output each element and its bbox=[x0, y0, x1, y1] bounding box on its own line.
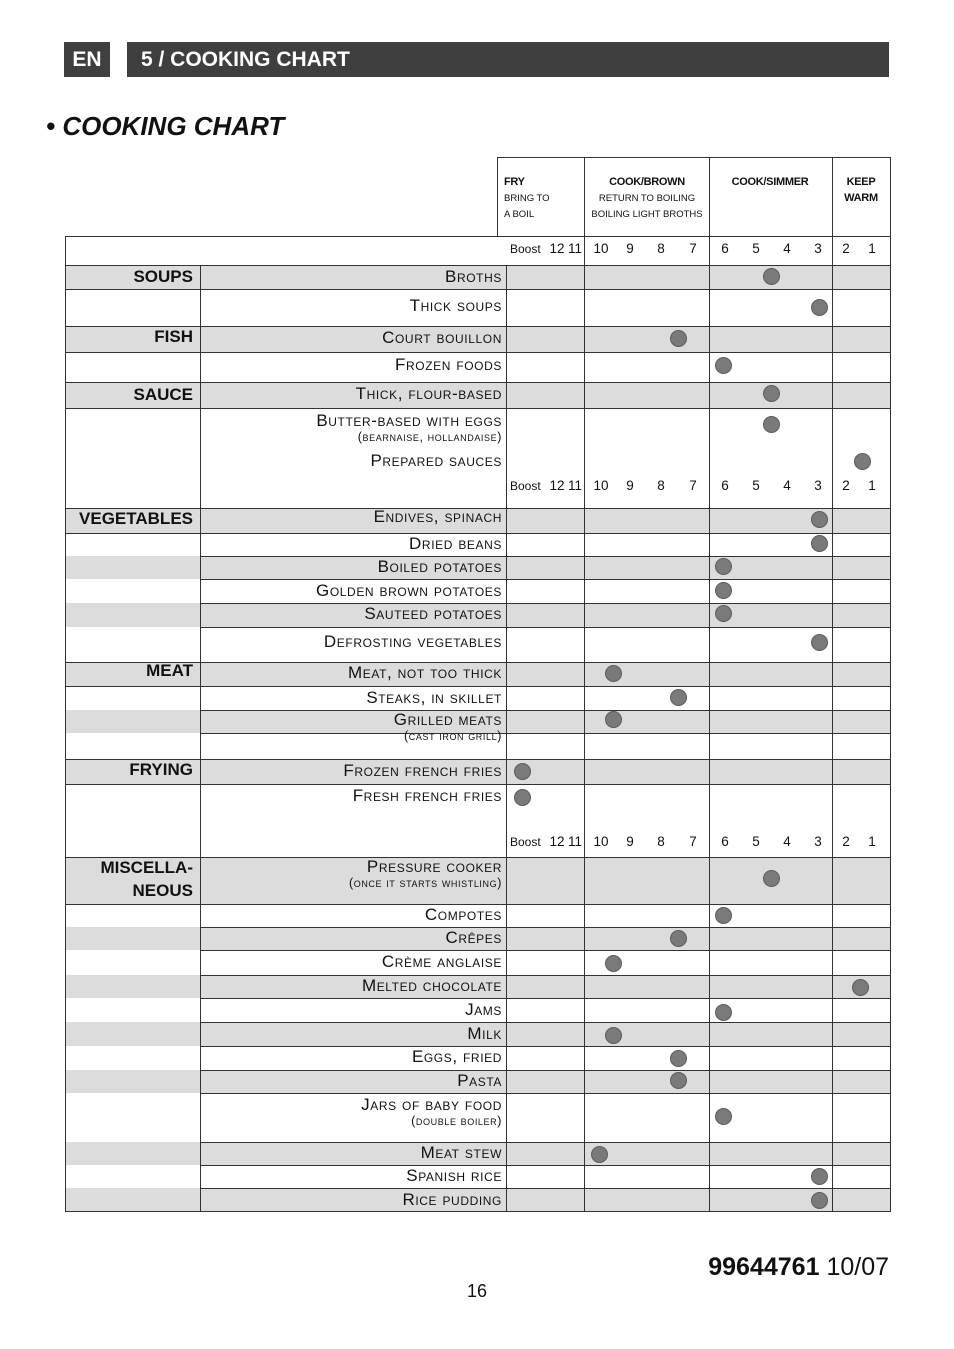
setting-dot bbox=[715, 357, 732, 374]
scale-label-mid2: 9 bbox=[626, 834, 634, 849]
scale-boost-mid2: Boost bbox=[510, 835, 541, 849]
scale-label-top: 6 bbox=[721, 241, 729, 256]
scale-label-top: 8 bbox=[657, 241, 665, 256]
food-item: Defrosting vegetables bbox=[323, 632, 502, 651]
food-item: Spanish rice bbox=[406, 1166, 502, 1185]
setting-dot bbox=[811, 511, 828, 528]
food-item: Melted chocolate bbox=[361, 976, 502, 995]
scale-label-mid2: 1 bbox=[868, 834, 876, 849]
grid-line bbox=[200, 733, 891, 734]
scale-label-top: 7 bbox=[689, 241, 697, 256]
grid-line bbox=[200, 1165, 891, 1166]
setting-dot bbox=[811, 299, 828, 316]
setting-dot bbox=[670, 930, 687, 947]
setting-dot bbox=[605, 711, 622, 728]
category-label: VEGETABLES bbox=[79, 509, 193, 528]
grid-line bbox=[200, 533, 891, 534]
grid-line bbox=[65, 533, 201, 534]
grid-line bbox=[200, 408, 891, 409]
setting-dot bbox=[715, 907, 732, 924]
grid-line bbox=[200, 1188, 891, 1189]
grid-line bbox=[200, 710, 891, 711]
scale-label-mid1: 11 bbox=[567, 478, 583, 493]
grid-line bbox=[497, 157, 498, 237]
scale-label-mid2: 8 bbox=[657, 834, 665, 849]
setting-dot bbox=[763, 870, 780, 887]
scale-label-mid1: 6 bbox=[721, 478, 729, 493]
scale-label-mid1: 12 bbox=[549, 478, 565, 493]
setting-dot bbox=[811, 1192, 828, 1209]
food-item: Frozen french fries bbox=[343, 761, 502, 780]
setting-dot bbox=[763, 385, 780, 402]
setting-dot bbox=[715, 582, 732, 599]
scale-boost-top: Boost bbox=[510, 242, 541, 256]
grid-line bbox=[200, 603, 891, 604]
grid-line bbox=[65, 686, 201, 687]
grid-line bbox=[584, 157, 585, 1212]
column-title: COOK/BROWN bbox=[609, 176, 685, 188]
grid-line bbox=[200, 1046, 891, 1047]
food-item: Pasta bbox=[457, 1071, 502, 1090]
setting-dot bbox=[811, 1168, 828, 1185]
grid-line bbox=[200, 1070, 891, 1071]
grid-line bbox=[832, 157, 833, 1212]
grid-line bbox=[65, 236, 891, 237]
category-label: FRYING bbox=[129, 760, 193, 779]
scale-label-mid2: 7 bbox=[689, 834, 697, 849]
category-label: SOUPS bbox=[133, 267, 193, 286]
grid-line bbox=[65, 408, 201, 409]
grid-line bbox=[65, 352, 201, 353]
document-code: 99644761 bbox=[708, 1253, 820, 1281]
setting-dot bbox=[811, 535, 828, 552]
column-subtitle: RETURN TO BOILING bbox=[598, 193, 696, 204]
setting-dot bbox=[852, 979, 869, 996]
grid-line bbox=[65, 784, 201, 785]
scale-label-top: 2 bbox=[842, 241, 850, 256]
column-title: KEEP bbox=[846, 176, 876, 188]
setting-dot bbox=[605, 1027, 622, 1044]
food-item: Meat stew bbox=[420, 1143, 502, 1162]
scale-label-mid1: 9 bbox=[626, 478, 634, 493]
food-item: Pressure cooker bbox=[366, 857, 502, 876]
section-header: 5 / COOKING CHART bbox=[127, 42, 889, 77]
food-item-note: (double boiler) bbox=[411, 1114, 502, 1128]
food-item: Crème anglaise bbox=[381, 952, 502, 971]
scale-label-top: 1 bbox=[868, 241, 876, 256]
grid-line bbox=[200, 1142, 891, 1143]
setting-dot bbox=[715, 1004, 732, 1021]
scale-label-top: 5 bbox=[752, 241, 760, 256]
food-item: Rice pudding bbox=[402, 1190, 502, 1209]
food-item: Broths bbox=[445, 267, 502, 286]
scale-label-top: 3 bbox=[814, 241, 822, 256]
setting-dot bbox=[763, 268, 780, 285]
setting-dot bbox=[605, 955, 622, 972]
setting-dot bbox=[854, 453, 871, 470]
grid-line bbox=[890, 157, 891, 1212]
scale-label-mid1: 1 bbox=[868, 478, 876, 493]
scale-label-mid1: 10 bbox=[593, 478, 609, 493]
food-item: Milk bbox=[467, 1024, 502, 1043]
column-subtitle: WARM bbox=[844, 192, 878, 204]
grid-line bbox=[200, 556, 891, 557]
column-subtitle: BRING TO bbox=[504, 193, 550, 204]
food-item: Grilled meats bbox=[393, 710, 502, 729]
grid-line bbox=[200, 975, 891, 976]
category-label: FISH bbox=[154, 327, 193, 346]
scale-label-mid1: 7 bbox=[689, 478, 697, 493]
food-item: Dried beans bbox=[409, 534, 502, 553]
setting-dot bbox=[591, 1146, 608, 1163]
grid-line bbox=[200, 927, 891, 928]
food-item-note: (once it starts whistling) bbox=[348, 876, 502, 890]
setting-dot bbox=[670, 1072, 687, 1089]
grid-line bbox=[65, 289, 891, 290]
column-subtitle: A BOIL bbox=[504, 209, 535, 220]
grid-line bbox=[200, 1093, 891, 1094]
food-item: Court bouillon bbox=[382, 328, 502, 347]
grid-line bbox=[200, 998, 891, 999]
food-item: Thick, flour-based bbox=[355, 384, 502, 403]
grid-line bbox=[200, 784, 891, 785]
scale-label-mid2: 4 bbox=[783, 834, 791, 849]
food-item: Endives, spinach bbox=[373, 507, 502, 526]
page-number: 16 bbox=[466, 1281, 488, 1301]
setting-dot bbox=[763, 416, 780, 433]
food-item: Compotes bbox=[424, 905, 502, 924]
grid-line bbox=[709, 157, 710, 1212]
scale-label-mid2: 5 bbox=[752, 834, 760, 849]
scale-label-mid2: 11 bbox=[567, 834, 583, 849]
food-item: Jams bbox=[465, 1000, 502, 1019]
column-subtitle: BOILING LIGHT BROTHS bbox=[591, 209, 703, 220]
scale-label-top: 9 bbox=[626, 241, 634, 256]
food-item: Steaks, in skillet bbox=[366, 688, 502, 707]
food-item-note: (cast iron grill) bbox=[404, 729, 502, 743]
food-item: Prepared sauces bbox=[370, 451, 502, 470]
grid-line bbox=[200, 352, 891, 353]
food-item: Meat, not too thick bbox=[347, 663, 502, 682]
food-item: Sauteed potatoes bbox=[364, 604, 502, 623]
food-item: Jars of baby food bbox=[361, 1095, 502, 1114]
scale-label-mid1: 2 bbox=[842, 478, 850, 493]
setting-dot bbox=[715, 605, 732, 622]
grid-line bbox=[200, 627, 891, 628]
food-item-note: (bearnaise, hollandaise) bbox=[357, 430, 502, 444]
food-item: Boiled potatoes bbox=[377, 557, 502, 576]
category-label: MISCELLA- bbox=[100, 858, 193, 877]
scale-label-top: 11 bbox=[567, 241, 583, 256]
scale-label-mid1: 8 bbox=[657, 478, 665, 493]
setting-dot bbox=[715, 1108, 732, 1125]
column-title: COOK/SIMMER bbox=[731, 176, 809, 188]
language-badge: EN bbox=[64, 42, 110, 77]
food-item: Crêpes bbox=[445, 928, 502, 947]
scale-label-top: 12 bbox=[549, 241, 565, 256]
scale-label-mid2: 2 bbox=[842, 834, 850, 849]
food-item: Frozen foods bbox=[395, 355, 502, 374]
setting-dot bbox=[605, 665, 622, 682]
column-title: FRY bbox=[504, 176, 525, 188]
scale-label-mid2: 6 bbox=[721, 834, 729, 849]
category-label: SAUCE bbox=[133, 385, 193, 404]
food-item: Thick soups bbox=[409, 296, 502, 315]
food-item: Butter-based with eggs bbox=[316, 411, 502, 430]
food-item: Eggs, fried bbox=[411, 1047, 502, 1066]
grid-line bbox=[200, 950, 891, 951]
category-label: MEAT bbox=[146, 661, 193, 680]
category-label: NEOUS bbox=[132, 881, 193, 900]
setting-dot bbox=[670, 689, 687, 706]
scale-label-mid2: 10 bbox=[593, 834, 609, 849]
document-reference bbox=[708, 1253, 889, 1282]
grid-line bbox=[65, 1211, 891, 1212]
food-item: Fresh french fries bbox=[352, 786, 502, 805]
page-title: • COOKING CHART bbox=[46, 111, 285, 141]
setting-dot bbox=[811, 634, 828, 651]
food-item: Golden brown potatoes bbox=[316, 581, 502, 600]
scale-label-top: 10 bbox=[593, 241, 609, 256]
scale-label-mid2: 3 bbox=[814, 834, 822, 849]
grid-line bbox=[200, 1022, 891, 1023]
setting-dot bbox=[514, 789, 531, 806]
scale-label-mid1: 5 bbox=[752, 478, 760, 493]
grid-line bbox=[200, 686, 891, 687]
setting-dot bbox=[715, 558, 732, 575]
scale-boost-mid1: Boost bbox=[510, 479, 541, 493]
scale-label-top: 4 bbox=[783, 241, 791, 256]
setting-dot bbox=[514, 763, 531, 780]
setting-dot bbox=[670, 330, 687, 347]
document-date: 10/07 bbox=[826, 1253, 889, 1281]
scale-label-mid1: 4 bbox=[783, 478, 791, 493]
scale-label-mid1: 3 bbox=[814, 478, 822, 493]
scale-label-mid2: 12 bbox=[549, 834, 565, 849]
grid-line bbox=[200, 579, 891, 580]
setting-dot bbox=[670, 1050, 687, 1067]
